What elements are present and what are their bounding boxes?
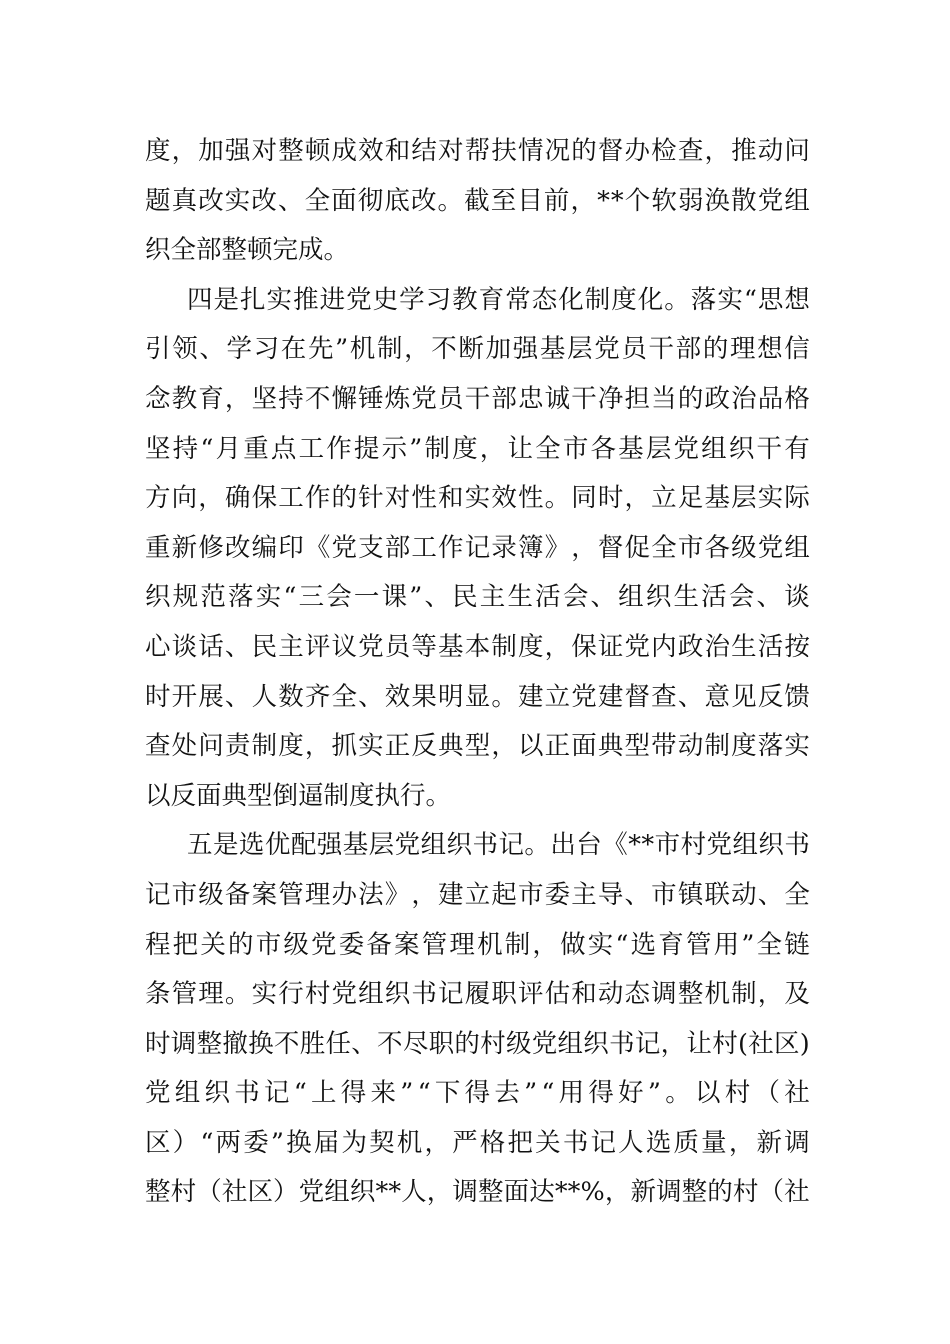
text-line: 时 开 展 、 人 数 齐 全 、 效 果 明 显 。 建 立 党 建 督 查 、 意 见 反 馈 xyxy=(145,681,810,712)
text-line: 以反面典型倒逼制度执行。 xyxy=(145,780,452,811)
text-line: 程 把 关 的 市 级 党 委 备 案 管 理 机 制 ， 做 实 “ 选 育 管 用 ” 全 链 xyxy=(145,929,810,960)
text-line: 时 调 整 撤 换 不 胜 任 、 不 尽 职 的 村 级 党 组 织 书 记 ， 让 村 ( 社 区 ) xyxy=(145,1028,810,1059)
text-line: 方 向 ， 确 保 工 作 的 针 对 性 和 实 效 性 。 同 时 ， 立 足 基 层 实 际 xyxy=(145,483,810,514)
text-line: 题 真 改 实 改 、 全 面 彻 底 改 。 截 至 目 前 ， * * 个 软 弱 涣 散 党 组 xyxy=(145,185,810,216)
text-line: 党 组 织 书 记 “ 上 得 来 ” “ 下 得 去 ” “ 用 得 好 ” 。 以 村 （ 社 xyxy=(145,1078,810,1109)
paragraph-start-line: 四 是 扎 实 推 进 党 史 学 习 教 育 常 态 化 制 度 化 。 落 实 “ 思 想 xyxy=(187,284,810,315)
text-line: 织全部整顿完成。 xyxy=(145,235,350,266)
paragraph-start-line: 五 是 选 优 配 强 基 层 党 组 织 书 记 。 出 台 《 * * 市 村 党 组 织 书 xyxy=(187,830,810,861)
text-line: 坚 持 “ 月 重 点 工 作 提 示 ” 制 度 ， 让 全 市 各 基 层 党 组 织 干 有 xyxy=(145,433,810,464)
document-body xyxy=(145,127,810,1218)
text-line: 织 规 范 落 实 “ 三 会 一 课 ” 、 民 主 生 活 会 、 组 织 生 活 会 、 谈 xyxy=(145,582,810,613)
text-line: 区 ） “ 两 委 ” 换 届 为 契 机 ， 严 格 把 关 书 记 人 选 质 量 ， 新 调 xyxy=(145,1127,810,1158)
text-line: 记 市 级 备 案 管 理 办 法 》 ， 建 立 起 市 委 主 导 、 市 镇 联 动 、 全 xyxy=(145,879,810,910)
text-line: 查 处 问 责 制 度 ， 抓 实 正 反 典 型 ， 以 正 面 典 型 带 动 制 度 落 实 xyxy=(145,731,810,762)
text-line: 度 ， 加 强 对 整 顿 成 效 和 结 对 帮 扶 情 况 的 督 办 检 查 ， 推 动 问 xyxy=(145,136,810,166)
text-line: 条 管 理 。 实 行 村 党 组 织 书 记 履 职 评 估 和 动 态 调 整 机 制 ， 及 xyxy=(145,979,810,1010)
text-line: 重 新 修 改 编 印 《 党 支 部 工 作 记 录 簿 》 ， 督 促 全 市 各 级 党 组 xyxy=(145,532,810,563)
text-line: 整 村 （ 社 区 ） 党 组 织 * * 人 ， 调 整 面 达 * * % ， 新 调 整 的 村 （ 社 xyxy=(145,1177,810,1208)
text-line: 念 教 育 ， 坚 持 不 懈 锤 炼 党 员 干 部 忠 诚 干 净 担 当 的 政 治 品 格 xyxy=(145,383,810,414)
text-line: 引 领 、 学 习 在 先 ” 机 制 ， 不 断 加 强 基 层 党 员 干 部 的 理 想 信 xyxy=(145,334,810,365)
text-line: 心 谈 话 、 民 主 评 议 党 员 等 基 本 制 度 ， 保 证 党 内 政 治 生 活 按 xyxy=(145,631,810,662)
